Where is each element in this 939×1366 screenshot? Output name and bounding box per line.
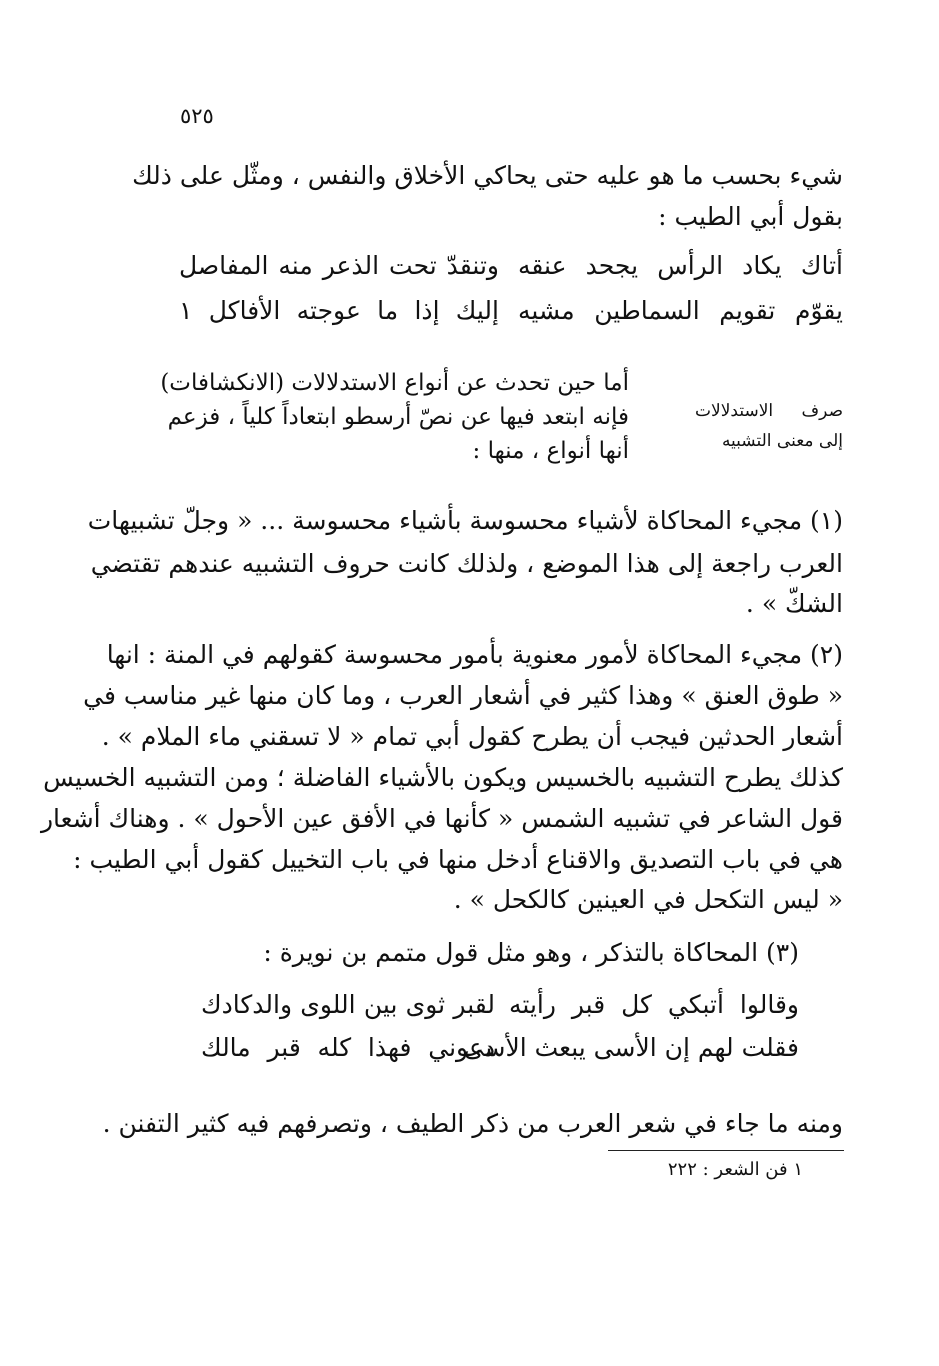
footnote-divider	[608, 1150, 844, 1151]
verse-first-hemistich: أتاك يكاد الرأس يجحد عنقه	[518, 250, 843, 280]
verse-first-hemistich: يقوّم تقويم السماطين مشيه	[518, 295, 843, 325]
margin-note-line: صرف الاستدلالات	[695, 401, 843, 421]
text-line: « ليس التكحل في العينين كالكحل » .	[453, 885, 843, 914]
verse-first-hemistich: فقلت لهم إن الأسى يبعث الأسى	[463, 1032, 799, 1062]
text-line: ومنه ما جاء في شعر العرب من ذكر الطيف ، وتصرفهم فيه كثير التفنن .	[102, 1109, 843, 1138]
poem-verse	[201, 1030, 799, 1064]
text-line: أنها أنواع ، منها :	[472, 438, 629, 464]
text-line: هي في باب التصديق والاقناع أدخل منها في باب التخييل كقول أبي الطيب :	[73, 845, 843, 874]
margin-note-line: إلى معنى التشبيه	[721, 431, 843, 451]
margin-note	[695, 396, 843, 456]
verse-first-hemistich: وقالوا أتبكي كل قبر رأيته	[509, 989, 799, 1019]
poem-verse	[179, 293, 843, 327]
text-line: شيء بحسب ما هو عليه حتى يحاكي الأخلاق والنفس ، ومثّل على ذلك	[132, 161, 843, 190]
poem-verse	[201, 987, 799, 1021]
text-line: قول الشاعر في تشبيه الشمس « كأنها في الأفق عين الأحول » . وهناك أشعار	[40, 804, 843, 833]
text-line: فإنه ابتعد فيها عن نصّ أرسطو ابتعاداً كلياً ، فزعم	[167, 404, 629, 430]
verse-second-hemistich: لقبر ثوى بين اللوى والدكادك	[201, 989, 495, 1019]
text-line: (٢) مجيء المحاكاة لأمور معنوية بأمور محسوسة كقولهم في المنة : انها	[106, 640, 843, 669]
text-line: العرب راجعة إلى هذا الموضع ، ولذلك كانت حروف التشبيه عندهم تقتضي	[90, 549, 843, 578]
text-line: كذلك يطرح التشبيه بالخسيس ويكون بالأشياء الفاضلة ؛ ومن التشبيه الخسيس	[43, 763, 843, 792]
text-line: (١) مجيء المحاكاة لأشياء محسوسة بأشياء محسوسة ... « وجلّ تشبيهات	[87, 506, 843, 535]
verse-second-hemistich: إليك إذا ما عوجته الأفاكل ١	[179, 295, 499, 325]
text-line: (٣) المحاكاة بالتذكر ، وهو مثل قول متمم بن نويرة :	[263, 938, 799, 967]
poem-verse	[179, 248, 843, 282]
verse-second-hemistich: دعوني فهذا كله قبر مالك	[201, 1032, 495, 1062]
verse-second-hemistich: وتنقدّ تحت الذعر منه المفاصل	[179, 250, 499, 280]
indented-paragraph	[160, 366, 629, 468]
text-line: أما حين تحدث عن أنواع الاستدلالات (الانكشافات)	[160, 370, 629, 396]
text-line: « طوق العنق » وهذا كثير في أشعار العرب ، وما كان منها غير مناسب في	[83, 681, 843, 710]
text-line: أشعار الحدثين فيجب أن يطرح كقول أبي تمام « لا تسقني ماء الملام » .	[101, 722, 843, 751]
footnote: ١ فن الشعر : ٢٢٢	[667, 1159, 803, 1180]
page-number: ٥٢٥	[180, 104, 214, 128]
text-line: بقول أبي الطيب :	[658, 202, 843, 231]
text-line: الشكّ » .	[745, 589, 843, 618]
